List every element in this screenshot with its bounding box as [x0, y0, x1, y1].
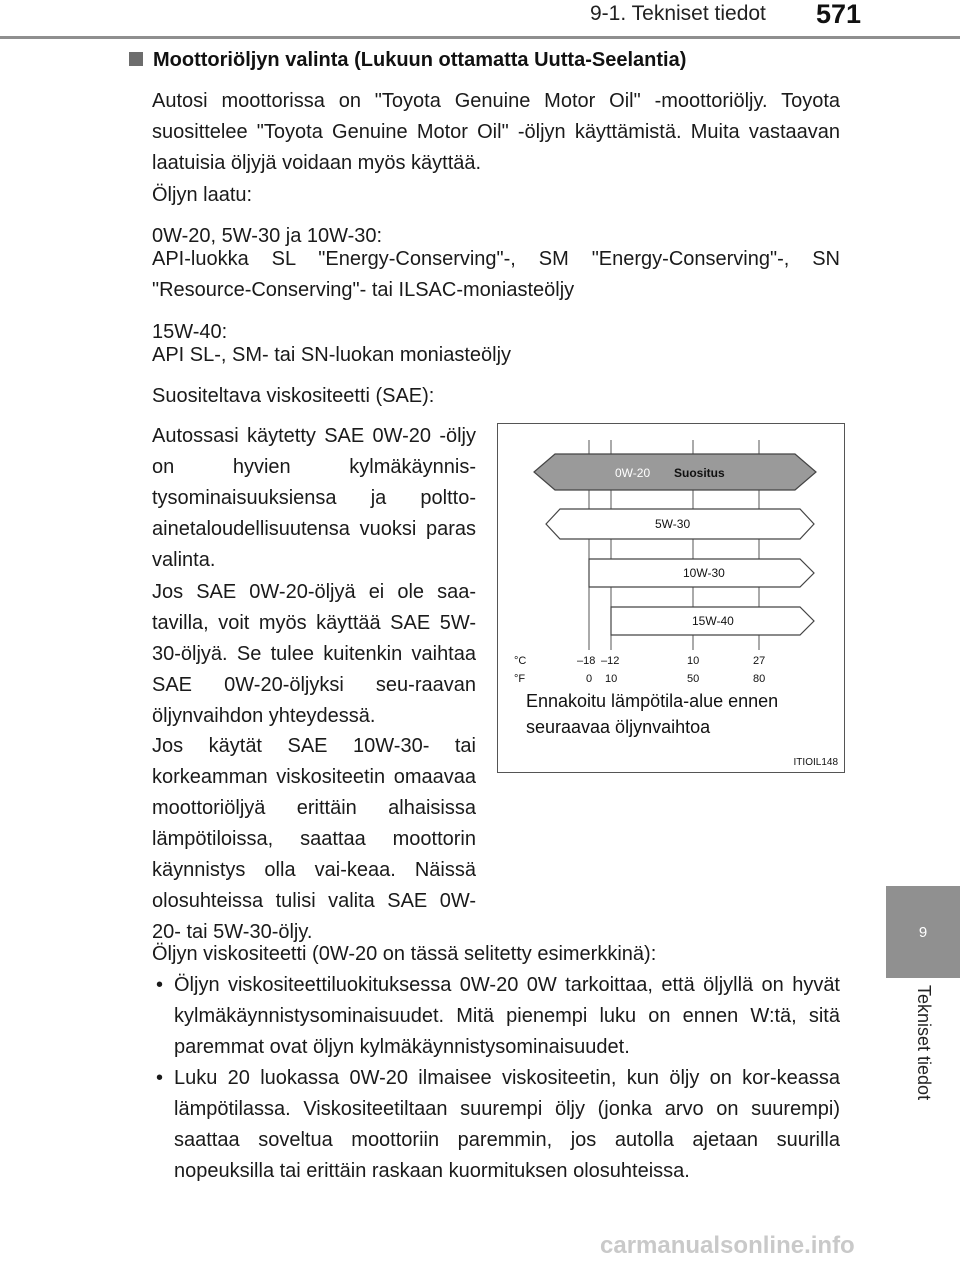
viscosity-label: Suositeltava viskositeetti (SAE):: [152, 385, 435, 407]
figure-code: ITIOIL148: [793, 757, 838, 768]
celsius-tick: –12: [601, 655, 620, 667]
celsius-unit: °C: [514, 655, 527, 667]
grade2-spec: API SL-, SM- tai SN-luokan moniasteöljy: [152, 344, 512, 366]
square-bullet-icon: [129, 52, 143, 66]
fahrenheit-tick: 50: [687, 673, 700, 685]
oil-quality-label: Öljyn laatu:: [152, 184, 253, 206]
running-header: 9-1. Tekniset tiedot: [590, 2, 766, 25]
viscosity-temperature-chart: [497, 423, 845, 773]
left-paragraph-1: Autossasi käytetty SAE 0W-20 -öljy on hyvien kylmäkäynnis-tysominaisuuksiensa ja poltto-ainetaloudellisuutensa vuoksi paras valinta.: [152, 425, 476, 571]
grade1-label: 0W-20, 5W-30 ja 10W-30:: [152, 225, 383, 247]
list-item: [152, 970, 840, 1063]
fahrenheit-tick: 10: [605, 673, 618, 685]
page-number: 571: [816, 0, 862, 29]
viscosity-explanation-title: Öljyn viskositeetti (0W-20 on tässä selitetty esimerkkinä):: [152, 943, 657, 965]
fahrenheit-tick: 80: [753, 673, 766, 685]
bullet-dot-icon: •: [156, 1067, 164, 1089]
watermark: carmanualsonline.info: [600, 1232, 855, 1259]
chapter-tab[interactable]: 9: [886, 886, 960, 978]
list-item: [152, 1063, 840, 1187]
chart-caption: Ennakoitu lämpötila-alue ennen seuraavaa öljynvaihtoa: [526, 691, 779, 737]
intro-paragraph: Autosi moottorissa on "Toyota Genuine Motor Oil" -moottoriöljy. Toyota suosittelee "Toyota Genuine Motor Oil" -öljyn käyttämistä. Muita vastaavan laatuisia öljyjä voidaan myös käyttää.: [152, 90, 840, 174]
bar-0w20-recommended: Suositus: [674, 466, 725, 480]
list-item-text: Luku 20 luokassa 0W-20 ilmaisee viskositeetin, kun öljy on kor-keassa lämpötilassa. Viskositeetiltaan suurempi öljy (jonka arvo on suurempi) saattaa soveltua moottoriin paremmin, jos autolla ajetaan suurilla nopeuksilla tai erittäin raskaan kuormituksen olosuhteissa.: [174, 1067, 840, 1182]
chapter-tab-label: Tekniset tiedot: [914, 985, 934, 1101]
celsius-tick: –18: [577, 655, 596, 667]
left-paragraph-2: Jos SAE 0W-20-öljyä ei ole saa-tavilla, voit myös käyttää SAE 5W-30-öljyä. Se tulee kuitenkin vaihtaa SAE 0W-20-öljyksi seu-raavan öljynvaihdon yhteydessä.: [152, 581, 476, 727]
celsius-tick: 10: [687, 655, 700, 667]
fahrenheit-unit: °F: [514, 673, 526, 685]
bar-10w30-label: 10W-30: [683, 566, 725, 580]
left-paragraph-3: Jos käytät SAE 10W-30- tai korkeamman viskositeetin omaavaa moottoriöljyä erittäin alhaisissa lämpötiloissa, saattaa moottorin käynnistys olla vai-keaa. Näissä olosuhteissa tulisi valita SAE 0W-20- tai 5W-30-öljy.: [152, 735, 476, 943]
section-heading-text: Moottoriöljyn valinta (Lukuun ottamatta Uutta-Seelantia): [153, 49, 687, 71]
header-divider: [0, 36, 960, 39]
fahrenheit-tick: 0: [586, 673, 593, 685]
bar-15w40-label: 15W-40: [692, 614, 734, 628]
grade1-spec: API-luokka SL "Energy-Conserving"-, SM "Energy-Conserving"-, SN "Resource-Conserving"- tai ILSAC-moniasteöljy: [152, 248, 840, 301]
bullet-dot-icon: •: [156, 974, 164, 996]
bar-5w30-label: 5W-30: [655, 517, 691, 531]
section-heading: [129, 49, 686, 72]
bar-0w20-label: 0W-20: [615, 466, 651, 480]
viscosity-bullet-list: [152, 970, 840, 1187]
list-item-text: Öljyn viskositeettiluokituksessa 0W-20 0W tarkoittaa, että öljyllä on hyvät kylmäkäynnistysominaisuudet. Mitä pienempi luku on ennen W:tä, sitä paremmat ovat öljyn kylmäkäynnistysominaisuudet.: [174, 974, 840, 1058]
grade2-label: 15W-40:: [152, 321, 228, 343]
celsius-tick: 27: [753, 655, 766, 667]
